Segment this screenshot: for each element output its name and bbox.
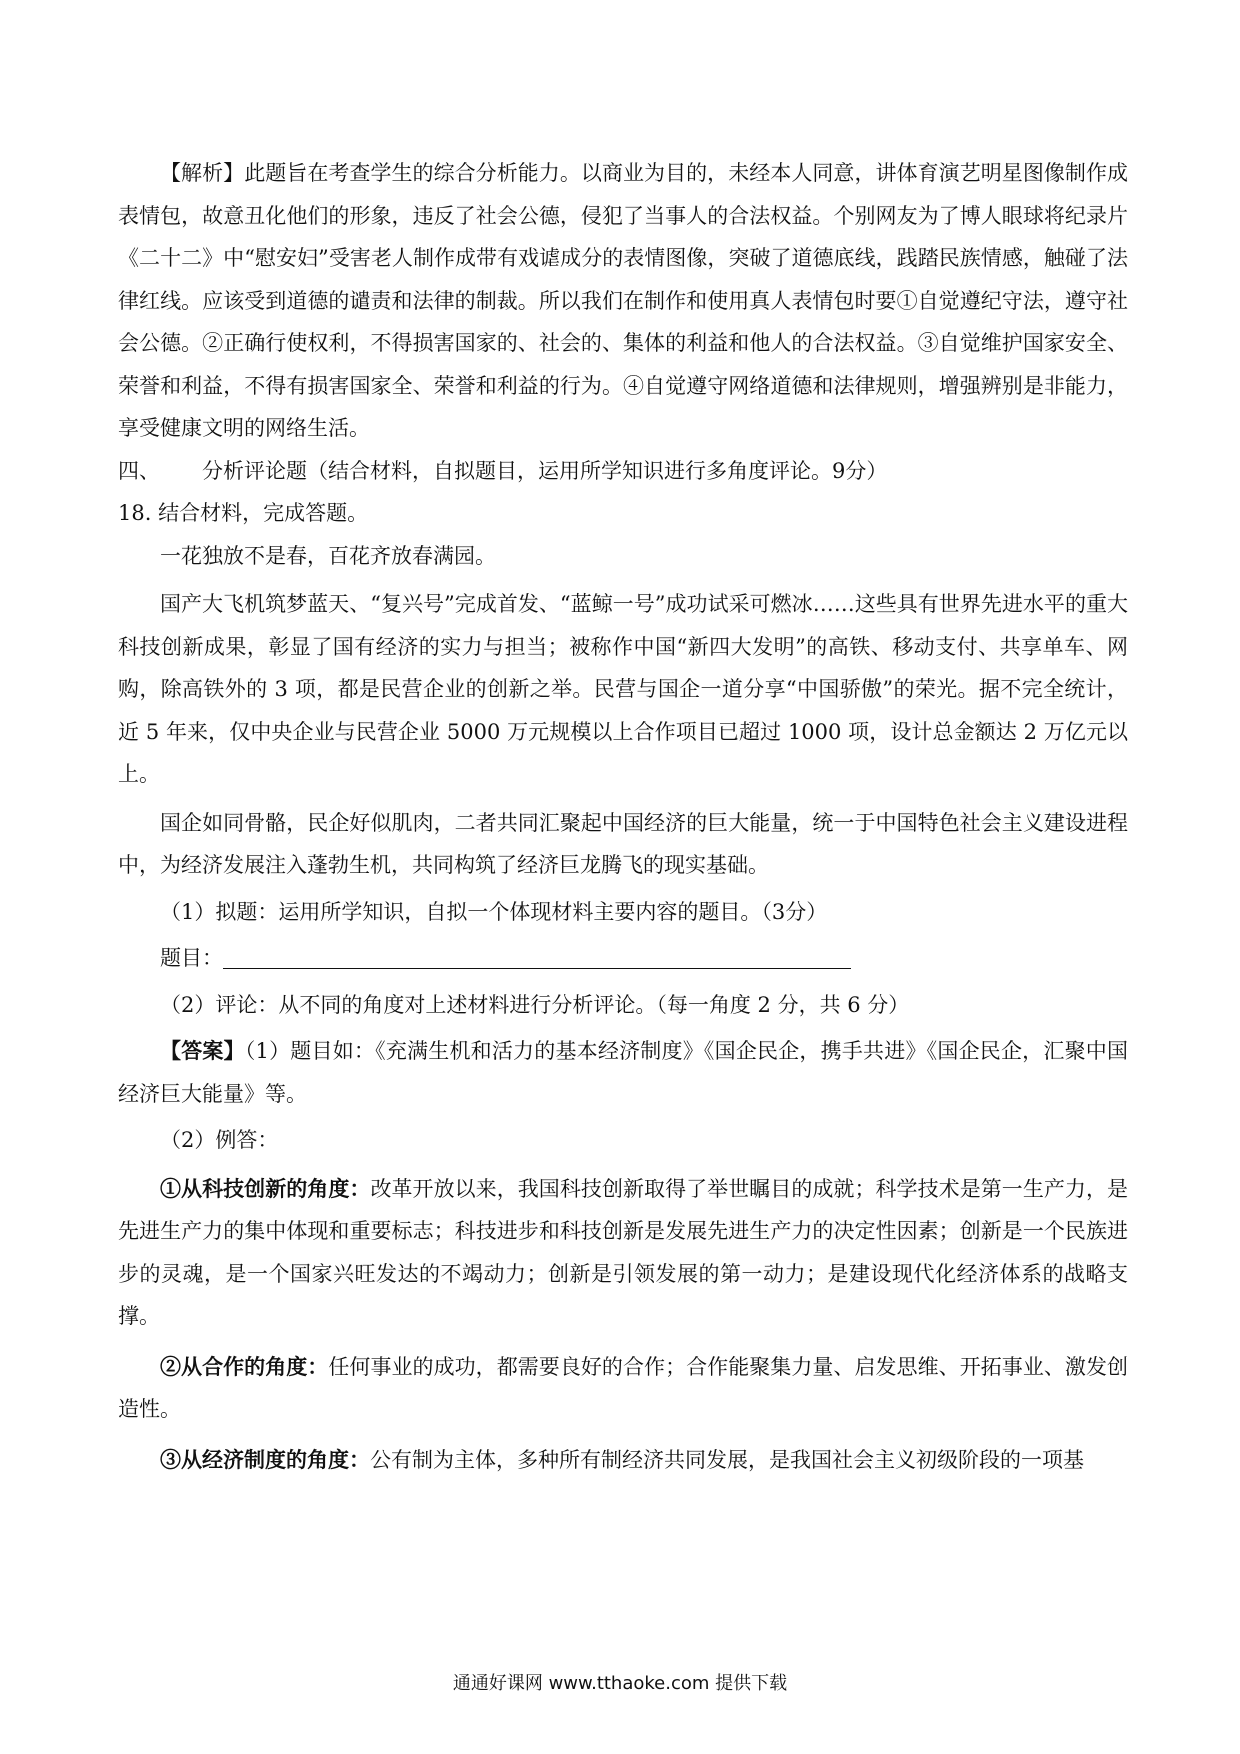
- page-footer: 通通好课网 www.tthaoke.com 提供下载: [452, 1673, 788, 1694]
- section-title: 分析评论题（结合材料，自拟题目，运用所学知识进行多角度评论。9分）: [202, 458, 888, 483]
- answer-point-1: [118, 1168, 1128, 1338]
- point-3-heading: ③从经济制度的角度：: [160, 1446, 370, 1472]
- answer-paragraph: [118, 1030, 1128, 1115]
- point-3-text: 公有制为主体，多种所有制经济共同发展，是我国社会主义初级阶段的一项基: [370, 1447, 1084, 1472]
- material-line-1: 一花独放不是春，百花齐放春满园。: [160, 543, 496, 568]
- answer-label: 【答案】: [160, 1038, 245, 1063]
- point-2-text: 任何事业的成功，都需要良好的合作；合作能聚集力量、启发思维、开拓事业、激发创造性。: [118, 1354, 1129, 1421]
- material-paragraph-2: 国产大飞机筑梦蓝天、“复兴号”完成首发、“蓝鲸一号”成功试采可燃冰……这些具有世界先进水平的重大科技创新成果，彰显了国有经济的实力与担当；被称作中国“新四大发明”的高铁、移动支付、共享单车、网购，除高铁外的 3 项，都是民营企业的创新之举。民营与国企一道分享“中国骄傲”的荣光。据不完全统计，近 5 年来，仅中央企业与民营企业 5000 万元规模以上合作项目已超过 1000 项，设计总金额达 2 万亿元以上。: [118, 592, 1128, 786]
- answer-part2-label: （2）例答：: [160, 1128, 279, 1152]
- subquestion-1: （1）拟题：运用所学知识，自拟一个体现材料主要内容的题目。（3分）: [160, 899, 828, 924]
- answer-point-2: [118, 1346, 1128, 1431]
- analysis-label: 【解析】: [160, 161, 245, 185]
- section-heading: [118, 450, 1128, 493]
- answer-part1: （1）题目如：《充满生机和活力的基本经济制度》《国企民企，携手共进》《国企民企，汇聚中国经济巨大能量》等。: [118, 1039, 1129, 1106]
- analysis-text: 此题旨在考查学生的综合分析能力。以商业为目的，未经本人同意，讲体育演艺明星图像制作成表情包，故意丑化他们的形象，违反了社会公德，侵犯了当事人的合法权益。个别网友为了博人眼球将纪录片《二十二》中“慰安妇”受害老人制作成带有戏谑成分的表情图像，突破了道德底线，践踏民族情感，触碰了法律红线。应该受到道德的谴责和法律的制裁。所以我们在制作和使用真人表情包时要①自觉遵纪守法，遵守社会公德。②正确行使权利，不得损害国家的、社会的、集体的利益和他人的合法权益。③自觉维护国家安全、荣誉和利益，不得有损害国家全、荣誉和利益的行为。④自觉遵守网络道德和法律规则，增强辨别是非能力，享受健康文明的网络生活。: [118, 161, 1129, 440]
- point-1-text: 改革开放以来，我国科技创新取得了举世瞩目的成就；科学技术是第一生产力，是先进生产力的集中体现和重要标志；科技进步和科技创新是发展先进生产力的决定性因素；创新是一个民族进步的灵魂，是一个国家兴旺发达的不竭动力；创新是引领发展的第一动力；是建设现代化经济体系的战略支撑。: [118, 1176, 1129, 1328]
- page-content: [118, 152, 1128, 1481]
- question-stem: 18. 结合材料，完成答题。: [118, 501, 369, 525]
- material-paragraph-3: 国企如同骨骼，民企好似肌肉，二者共同汇聚起中国经济的巨大能量，统一于中国特色社会主义建设进程中，为经济发展注入蓬勃生机，共同构筑了经济巨龙腾飞的现实基础。: [118, 810, 1128, 877]
- title-label: 题目：: [160, 946, 223, 970]
- answer-point-3: [118, 1439, 1128, 1482]
- title-answer-line: [118, 937, 1128, 980]
- section-number: 四、: [118, 458, 160, 483]
- point-2-heading: ②从合作的角度：: [160, 1353, 329, 1379]
- analysis-paragraph: [118, 152, 1128, 450]
- subquestion-2: （2）评论：从不同的角度对上述材料进行分析评论。（每一角度 2 分，共 6 分）: [160, 992, 910, 1017]
- point-1-heading: ①从科技创新的角度：: [160, 1175, 371, 1201]
- title-blank: [223, 944, 851, 969]
